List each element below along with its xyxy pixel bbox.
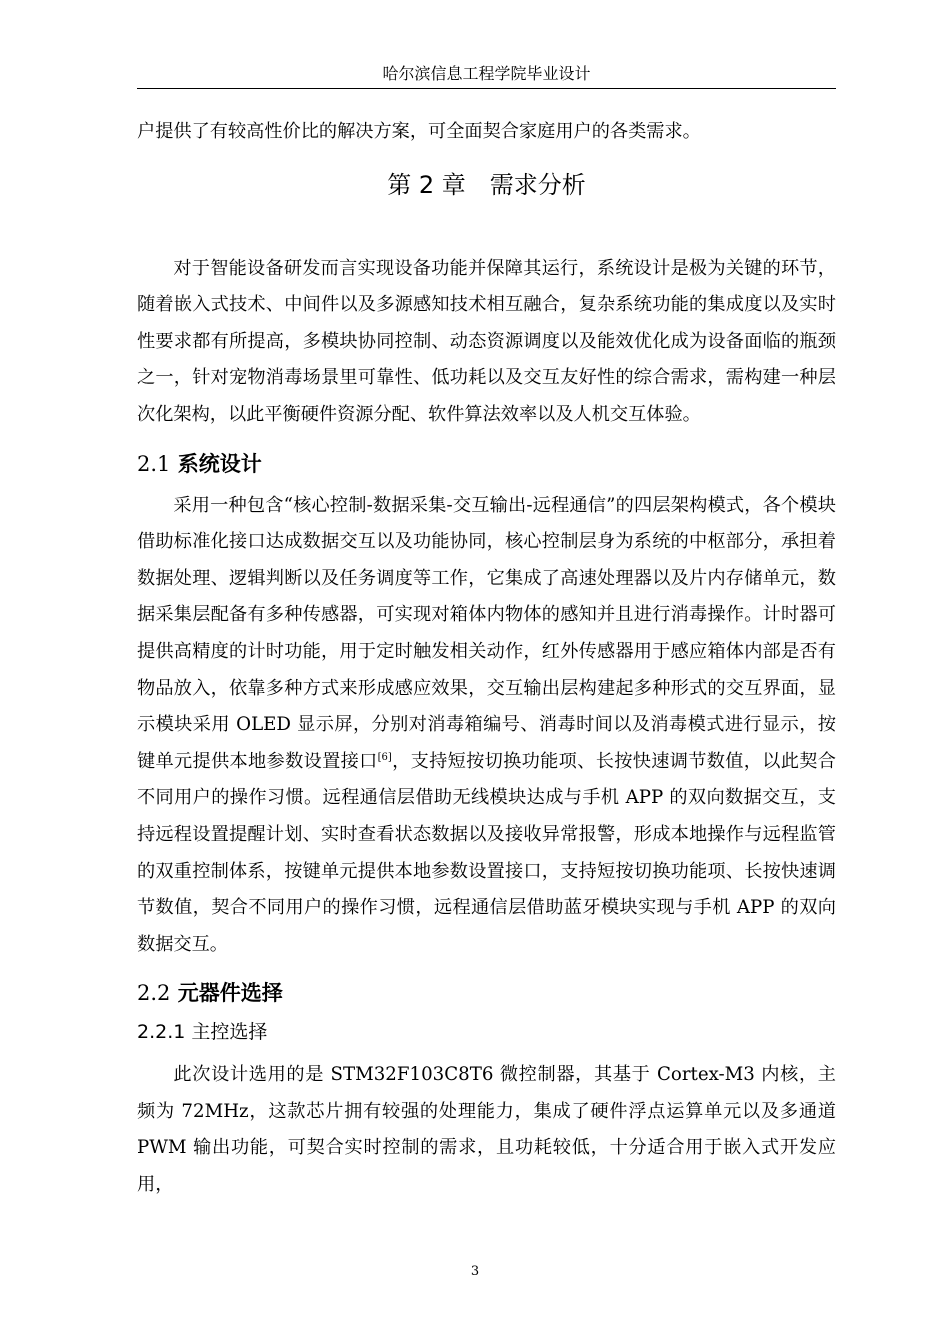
system-design-paragraph (137, 488, 836, 964)
section-title: 元器件选择 (177, 981, 283, 1006)
header-rule (137, 88, 836, 89)
running-header: 哈尔滨信息工程学院毕业设计 (382, 64, 591, 83)
section-heading-2-2 (137, 977, 836, 1009)
page-number: 3 (470, 1264, 480, 1279)
page-body (137, 114, 836, 1204)
mcu-paragraph: 此次设计选用的是 STM32F103C8T6 微控制器，其基于 Cortex-M3 内核，主频为 72MHz，这款芯片拥有较强的处理能力，集成了硬件浮点运算单元以及多通道 PWM 输出功能，可契合实时控制的需求，且功耗较低，十分适合用于嵌入式开发应用， (137, 1064, 836, 1196)
paragraph-text: 采用一种包含“核心控制-数据采集-交互输出-远程通信”的四层架构模式，各个模块借助标准化接口达成数据交互以及功能协同，核心控制层身为系统的中枢部分，承担着数据处理、逻辑判断以及任务调度等工作，它集成了高速处理器以及片内存储单元，数据采集层配备有多种传感器，可实现对箱体内物体的感知并且进行消毒操作。计时器可提供高精度的计时功能，用于定时触发相关动作，红外传感器用于感应箱体内部是否有物品放入，依靠多种方式来形成感应效果，交互输出层构建起多种形式的交互界面，显示模块采用 OLED 显示屏，分别对消毒箱编号、消毒时间以及消毒模式进行显示，按键单元提供本地参数设置接口 (137, 494, 836, 772)
section-number: 2.2 (137, 981, 171, 1006)
paragraph-text: ，支持短按切换功能项、长按快速调节数值，以此契合不同用户的操作习惯。远程通信层借助无线模块达成与手机 APP 的双向数据交互，支持远程设置提醒计划、实时查看状态数据以及接收异常报警，形成本地操作与远程监管的双重控制体系，按键单元提供本地参数设置接口，支持短按切换功能项、长按快速调节数值，契合不同用户的操作习惯，远程通信层借助蓝牙模块实现与手机 APP 的双向数据交互。 (137, 750, 836, 955)
intro-paragraph: 对于智能设备研发而言实现设备功能并保障其运行，系统设计是极为关键的环节，随着嵌入式技术、中间件以及多源感知技术相互融合，复杂系统功能的集成度以及实时性要求都有所提高，多模块协同控制、动态资源调度以及能效优化成为设备面临的瓶颈之一，针对宠物消毒场景里可靠性、低功耗以及交互友好性的综合需求，需构建一种层次化架构，以此平衡硬件资源分配、软件算法效率以及人机交互体验。 (137, 257, 836, 425)
citation-ref: [6] (377, 751, 392, 763)
subsection-heading-2-2-1: 2.2.1 主控选择 (137, 1021, 268, 1044)
chapter-spacer (137, 207, 836, 251)
section-title: 系统设计 (177, 451, 262, 476)
section-number: 2.1 (137, 451, 171, 476)
continuation-paragraph: 户提供了有较高性价比的解决方案，可全面契合家庭用户的各类需求。 (137, 121, 701, 142)
section-heading-2-1 (137, 448, 836, 480)
chapter-title: 第 2 章 需求分析 (387, 170, 586, 199)
